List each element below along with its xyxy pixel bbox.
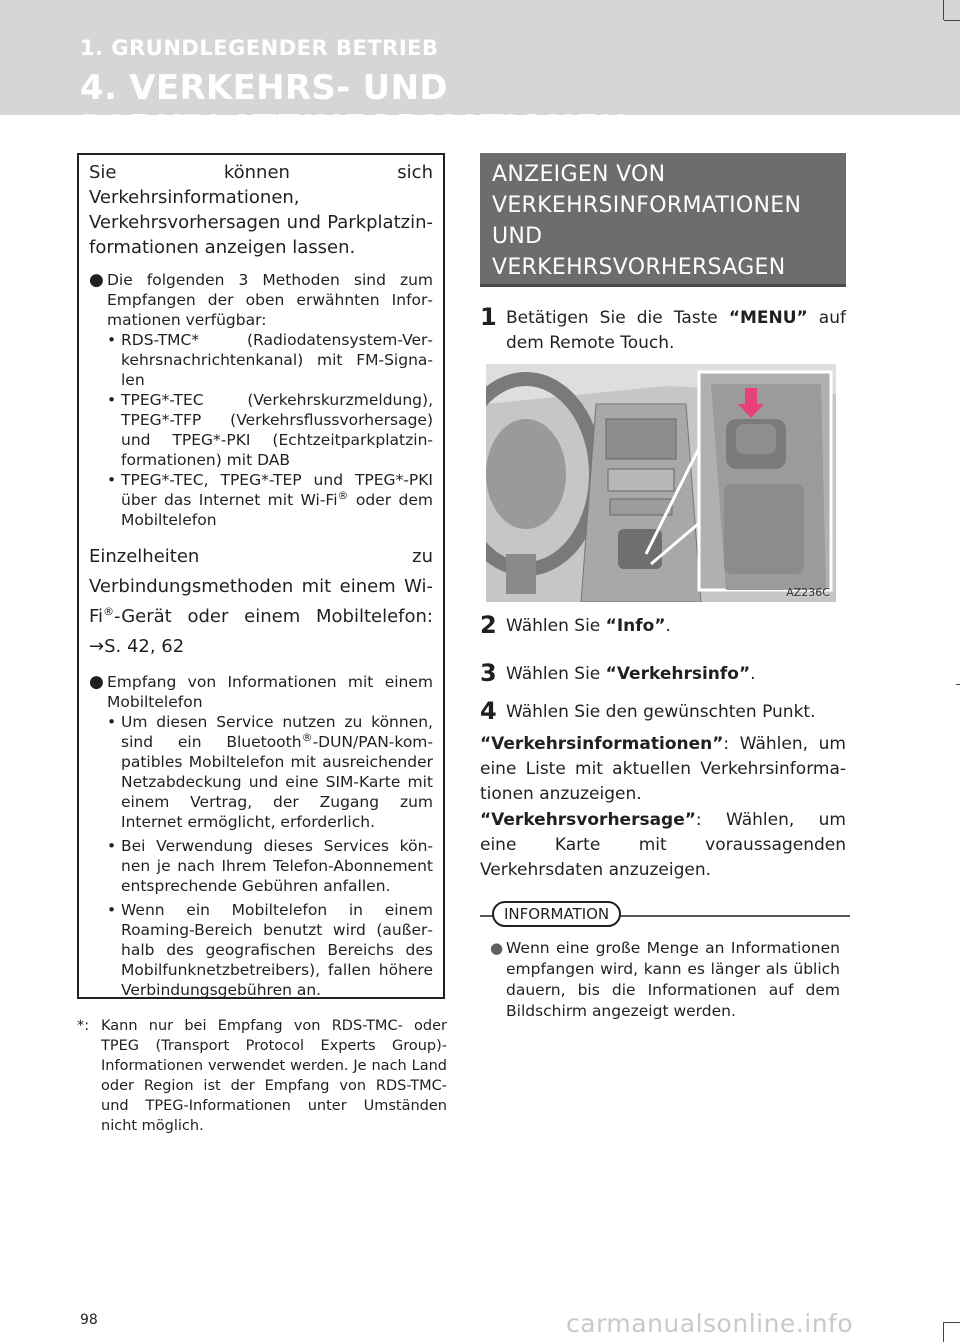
sub-text: TPEG*-TEC (Verkehrskurzmeldung), TPEG*-TFP (Verkehrsflussvorhersage) und TPEG*-PKI (Echtzeitparkplatzinformationen) mit DAB — [121, 391, 433, 469]
registered-mark: ® — [301, 730, 313, 744]
sub-marker: • — [107, 837, 117, 855]
overview-box — [77, 153, 445, 999]
step-text-a: Wählen Sie — [506, 616, 606, 636]
sub-item-bluetooth — [107, 712, 433, 832]
step-key: “MENU” — [728, 308, 808, 328]
sub-marker: • — [107, 331, 117, 349]
step-text-b: . — [750, 664, 756, 684]
info-bullet-icon: ● — [490, 939, 504, 957]
information-box — [492, 901, 621, 927]
sub-marker: • — [107, 391, 117, 409]
step-text: Wählen Sie den gewünschten Punkt. — [506, 702, 816, 722]
sub-item-rds — [107, 330, 433, 390]
desc-traffic-info — [480, 732, 846, 807]
step-2 — [480, 611, 846, 639]
step-3 — [480, 659, 846, 687]
step-text — [506, 306, 846, 356]
sub-item-tpeg-dab — [107, 390, 433, 470]
sub-marker: • — [107, 471, 117, 489]
bullet-text: Empfang von Informationen mit einem Mobiltelefon — [107, 673, 433, 711]
step-number: 1 — [480, 303, 497, 331]
sub-text: RDS-TMC* (Radiodatensystem-Verkehrsnachrichtenkanal) mit FM-Signalen — [121, 331, 433, 389]
sub-text — [121, 712, 433, 832]
step-key: “Info” — [605, 616, 666, 636]
sub-text-a: TPEG*-TEC, TPEG*-TEP und TPEG*-PKI über das Internet mit Wi-Fi — [121, 471, 433, 509]
crop-mark — [956, 684, 960, 685]
registered-mark: ® — [337, 488, 349, 502]
registered-mark: ® — [103, 605, 115, 618]
step-key: “Verkehrsinfo” — [605, 664, 751, 684]
chapter-title: 4. VERKEHRS- UND PARKPLATZINFORMATIONEN — [80, 68, 628, 148]
desc-text: : Wählen, um eine Karte mit voraussagenden Verkehrsdaten anzuzeigen. — [480, 810, 846, 880]
sub-item-roaming — [107, 900, 433, 1000]
sub-text: Wenn ein Mobiltelefon in einem Roaming-Bereich benutzt wird (außerhalb des geografischen Bereichs des Mobilfunknetzbetreibers), fallen höhere Verbindungsgebühren an. — [121, 901, 433, 999]
sub-item-tpeg-internet — [107, 470, 433, 530]
step-text-a: Wählen Sie — [506, 664, 606, 684]
sub-text-a: Um diesen Service nutzen zu können, sind ein Bluetooth — [121, 713, 433, 751]
step-4 — [480, 697, 846, 725]
step-text-b: . — [665, 616, 671, 636]
step-text-b: auf dem Remote Touch. — [506, 308, 846, 353]
sub-text — [121, 470, 433, 530]
bullet-mobile — [89, 672, 433, 712]
connection-details — [89, 542, 433, 662]
section-title: 1. GRUNDLEGENDER BETRIEB — [80, 36, 439, 60]
sub-text: Bei Verwendung dieses Services können je nach Ihrem Telefon-Abonnement entsprechende Gebühren anfallen. — [121, 837, 433, 895]
desc-text: : Wählen, um eine Liste mit aktuellen Verkehrsinformationen anzuzeigen. — [480, 734, 846, 804]
step-number: 4 — [480, 697, 497, 725]
heading-line: VERKEHRSVORHERSAGEN — [492, 255, 786, 280]
sub-marker: • — [107, 713, 117, 731]
remote-touch-figure — [486, 364, 836, 602]
step-text — [506, 662, 846, 687]
crop-mark — [943, 0, 944, 20]
crop-mark — [944, 1322, 960, 1323]
information-label: INFORMATION — [492, 901, 621, 927]
heading-line: VERKEHRSINFORMATIONEN — [492, 193, 802, 218]
step-text-a: Betätigen Sie die Taste — [506, 308, 729, 328]
step-number: 2 — [480, 611, 497, 639]
figure-label: AZ236C — [786, 586, 830, 599]
sub-item-fees — [107, 836, 433, 896]
desc-key: “Verkehrsinformationen” — [480, 734, 724, 754]
desc-key: “Verkehrsvorhersage” — [480, 810, 696, 830]
step-text — [506, 614, 846, 639]
bullet-icon: ● — [89, 672, 104, 692]
info-text: Wenn eine große Menge an Informationen empfangen wird, kann es länger als üblich dauern, bis die Informationen auf dem Bildschirm angezeigt werden. — [506, 939, 840, 1020]
dashboard-illustration — [486, 364, 836, 602]
para-text-b: -Gerät oder einem Mobiltelefon: →S. 42, 62 — [89, 606, 433, 657]
intro-text: Sie können sich Verkehrsinformationen, Verkehrsvorhersagen und Parkplatzinformationen anzeigen lassen. — [89, 162, 433, 258]
footnote-marker: *: — [77, 1018, 90, 1034]
watermark: carmanualsonline.info — [566, 1309, 854, 1338]
sub-text-b: -DUN/PAN-kompatibles Mobiltelefon mit ausreichender Netzabdeckung und eine SIM-Karte mit einem Vertrag, der Zugang zum Internet ermöglicht, erforderlich. — [121, 733, 433, 831]
step-number: 3 — [480, 659, 497, 687]
crop-mark — [943, 1322, 944, 1342]
footnote-text: Kann nur bei Empfang von RDS-TMC- oder TPEG (Transport Protocol Experts Group)-Informationen verwendet werden. Je nach Land oder Region ist der Empfang von RDS-TMC- und TPEG-Informationen unter Umständen nicht möglich. — [101, 1018, 447, 1134]
section-heading-box — [480, 153, 846, 287]
bullet-icon: ● — [89, 270, 104, 290]
info-bullet — [490, 938, 840, 1022]
page-number: 98 — [80, 1312, 98, 1328]
bullet-text: Die folgenden 3 Methoden sind zum Empfangen der oben erwähnten Informationen verfügbar: — [107, 271, 433, 329]
heading-line: UND — [492, 224, 543, 249]
heading-line: ANZEIGEN VON — [492, 162, 666, 187]
step-1 — [480, 303, 846, 356]
crop-mark — [944, 20, 960, 21]
sub-marker: • — [107, 901, 117, 919]
desc-traffic-forecast — [480, 808, 846, 883]
para-text-a: Einzelheiten zu Verbindungsmethoden mit einem Wi-Fi — [89, 546, 433, 627]
sub-text-b: oder dem Mobiltelefon — [121, 491, 434, 529]
bullet-methods — [89, 270, 433, 330]
footnote — [77, 1016, 447, 1136]
